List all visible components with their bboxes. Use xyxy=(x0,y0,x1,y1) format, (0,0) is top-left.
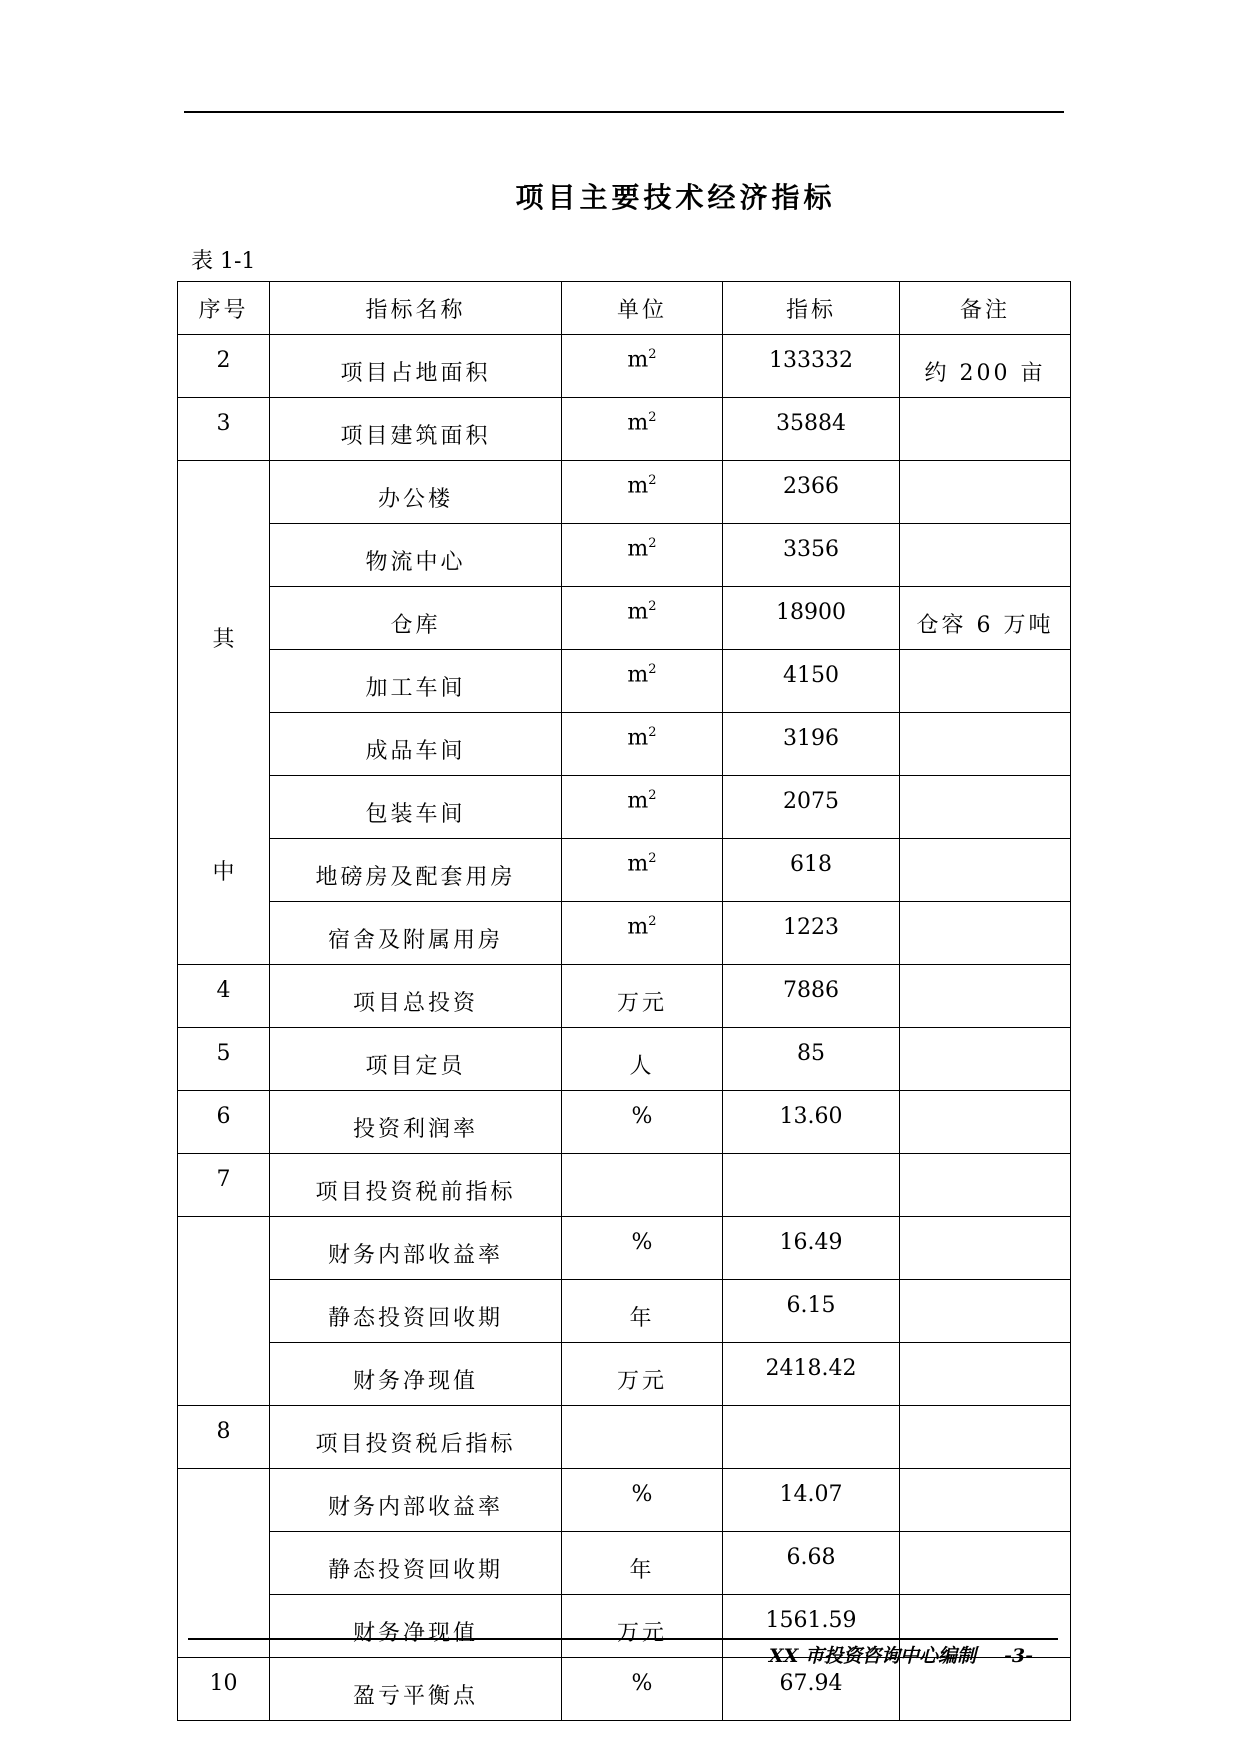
row-value: 35884 xyxy=(723,398,900,461)
table-row xyxy=(178,776,1071,839)
row-unit: $m^2$ xyxy=(562,461,723,524)
row-name: 盈亏平衡点 xyxy=(270,1658,562,1721)
row-name: 仓库 xyxy=(270,587,562,650)
row-value: 14.07 xyxy=(723,1469,900,1532)
row-note xyxy=(900,524,1071,587)
header-name: 指标名称 xyxy=(270,282,562,335)
row-note xyxy=(900,1217,1071,1280)
row-unit xyxy=(562,1154,723,1217)
row-name: 项目投资税前指标 xyxy=(270,1154,562,1217)
row-unit: 万元 xyxy=(562,1343,723,1406)
row-unit: 年 xyxy=(562,1280,723,1343)
table-row xyxy=(178,1469,1071,1532)
row-value: 618 xyxy=(723,839,900,902)
row-note: 仓容 6 万吨 xyxy=(900,587,1071,650)
table-row xyxy=(178,713,1071,776)
indicator-table xyxy=(177,281,1071,1721)
table-row xyxy=(178,839,1071,902)
row-seq: 4 xyxy=(178,965,270,1028)
footer-publisher: XX 市投资咨询中心编制 xyxy=(768,1645,976,1667)
row-value: 18900 xyxy=(723,587,900,650)
row-unit: 年 xyxy=(562,1532,723,1595)
table-row xyxy=(178,461,1071,524)
aftertax-group-seq xyxy=(178,1469,270,1658)
table-header-row xyxy=(178,282,1071,335)
sub-group-label xyxy=(178,461,270,965)
row-seq: 2 xyxy=(178,335,270,398)
row-value xyxy=(723,1406,900,1469)
sub-group-label-top: 其 xyxy=(212,626,235,652)
table-row xyxy=(178,524,1071,587)
row-note xyxy=(900,1028,1071,1091)
row-note xyxy=(900,461,1071,524)
row-note xyxy=(900,1280,1071,1343)
row-name: 静态投资回收期 xyxy=(270,1280,562,1343)
row-value: 2418.42 xyxy=(723,1343,900,1406)
table-row xyxy=(178,587,1071,650)
row-name: 物流中心 xyxy=(270,524,562,587)
row-name: 投资利润率 xyxy=(270,1091,562,1154)
row-seq: 10 xyxy=(178,1658,270,1721)
row-value xyxy=(723,1154,900,1217)
row-value: 133332 xyxy=(723,335,900,398)
row-value: 16.49 xyxy=(723,1217,900,1280)
row-name: 办公楼 xyxy=(270,461,562,524)
row-unit: $m^2$ xyxy=(562,587,723,650)
row-unit: $m^2$ xyxy=(562,335,723,398)
row-note xyxy=(900,1091,1071,1154)
row-unit: $m^2$ xyxy=(562,776,723,839)
row-value: 2075 xyxy=(723,776,900,839)
row-value: 6.68 xyxy=(723,1532,900,1595)
row-unit: 万元 xyxy=(562,965,723,1028)
row-note xyxy=(900,965,1071,1028)
row-seq: 8 xyxy=(178,1406,270,1469)
row-note xyxy=(900,1532,1071,1595)
header-unit: 单位 xyxy=(562,282,723,335)
header-rule xyxy=(184,111,1064,113)
row-name: 加工车间 xyxy=(270,650,562,713)
row-unit xyxy=(562,1406,723,1469)
row-value: 1561.59 xyxy=(723,1595,900,1658)
header-seq: 序号 xyxy=(178,282,270,335)
row-seq: 3 xyxy=(178,398,270,461)
pretax-group-seq xyxy=(178,1217,270,1406)
row-value: 67.94 xyxy=(723,1658,900,1721)
row-name: 项目定员 xyxy=(270,1028,562,1091)
row-note xyxy=(900,1469,1071,1532)
table-row xyxy=(178,398,1071,461)
sub-group-label-bottom: 中 xyxy=(212,859,235,885)
row-value: 3356 xyxy=(723,524,900,587)
row-note xyxy=(900,398,1071,461)
row-name: 成品车间 xyxy=(270,713,562,776)
table-row xyxy=(178,1343,1071,1406)
row-unit: $m^2$ xyxy=(562,839,723,902)
row-note xyxy=(900,839,1071,902)
row-note xyxy=(900,1406,1071,1469)
table-row xyxy=(178,1280,1071,1343)
row-note xyxy=(900,1343,1071,1406)
row-unit: % xyxy=(562,1217,723,1280)
row-seq: 7 xyxy=(178,1154,270,1217)
row-unit: $m^2$ xyxy=(562,902,723,965)
row-name: 财务内部收益率 xyxy=(270,1469,562,1532)
page-number: -3- xyxy=(1004,1645,1033,1667)
table-row xyxy=(178,1028,1071,1091)
row-name: 宿舍及附属用房 xyxy=(270,902,562,965)
header-note: 备注 xyxy=(900,282,1071,335)
table-number: 表 1-1 xyxy=(191,249,256,274)
row-name: 地磅房及配套用房 xyxy=(270,839,562,902)
header-value: 指标 xyxy=(723,282,900,335)
row-value: 6.15 xyxy=(723,1280,900,1343)
row-unit: % xyxy=(562,1658,723,1721)
row-name: 项目建筑面积 xyxy=(270,398,562,461)
row-name: 包装车间 xyxy=(270,776,562,839)
row-name: 项目占地面积 xyxy=(270,335,562,398)
row-value: 85 xyxy=(723,1028,900,1091)
table-row xyxy=(178,335,1071,398)
row-name: 项目总投资 xyxy=(270,965,562,1028)
row-name: 财务净现值 xyxy=(270,1343,562,1406)
row-value: 4150 xyxy=(723,650,900,713)
table-row xyxy=(178,1532,1071,1595)
row-unit: 人 xyxy=(562,1028,723,1091)
table-row xyxy=(178,965,1071,1028)
row-unit: $m^2$ xyxy=(562,650,723,713)
row-note xyxy=(900,776,1071,839)
row-name: 财务内部收益率 xyxy=(270,1217,562,1280)
row-unit: 万元 xyxy=(562,1595,723,1658)
row-name: 静态投资回收期 xyxy=(270,1532,562,1595)
row-note xyxy=(900,902,1071,965)
row-unit: $m^2$ xyxy=(562,713,723,776)
row-note xyxy=(900,1154,1071,1217)
table-row xyxy=(178,1217,1071,1280)
table-row xyxy=(178,902,1071,965)
row-unit: $m^2$ xyxy=(562,524,723,587)
table-row xyxy=(178,1406,1071,1469)
table-row xyxy=(178,650,1071,713)
table-row xyxy=(178,1154,1071,1217)
row-name: 项目投资税后指标 xyxy=(270,1406,562,1469)
row-unit: % xyxy=(562,1091,723,1154)
row-value: 7886 xyxy=(723,965,900,1028)
row-value: 2366 xyxy=(723,461,900,524)
page-footer xyxy=(769,1641,1033,1668)
document-title: 项目主要技术经济指标 xyxy=(515,181,836,214)
row-seq: 6 xyxy=(178,1091,270,1154)
row-value: 13.60 xyxy=(723,1091,900,1154)
row-name: 财务净现值 xyxy=(270,1595,562,1658)
row-note xyxy=(900,713,1071,776)
row-seq: 5 xyxy=(178,1028,270,1091)
footer-rule xyxy=(188,1638,1058,1640)
table-row xyxy=(178,1091,1071,1154)
row-note: 约 200 亩 xyxy=(900,335,1071,398)
row-unit: $m^2$ xyxy=(562,398,723,461)
row-unit: % xyxy=(562,1469,723,1532)
row-value: 1223 xyxy=(723,902,900,965)
row-value: 3196 xyxy=(723,713,900,776)
row-note xyxy=(900,650,1071,713)
